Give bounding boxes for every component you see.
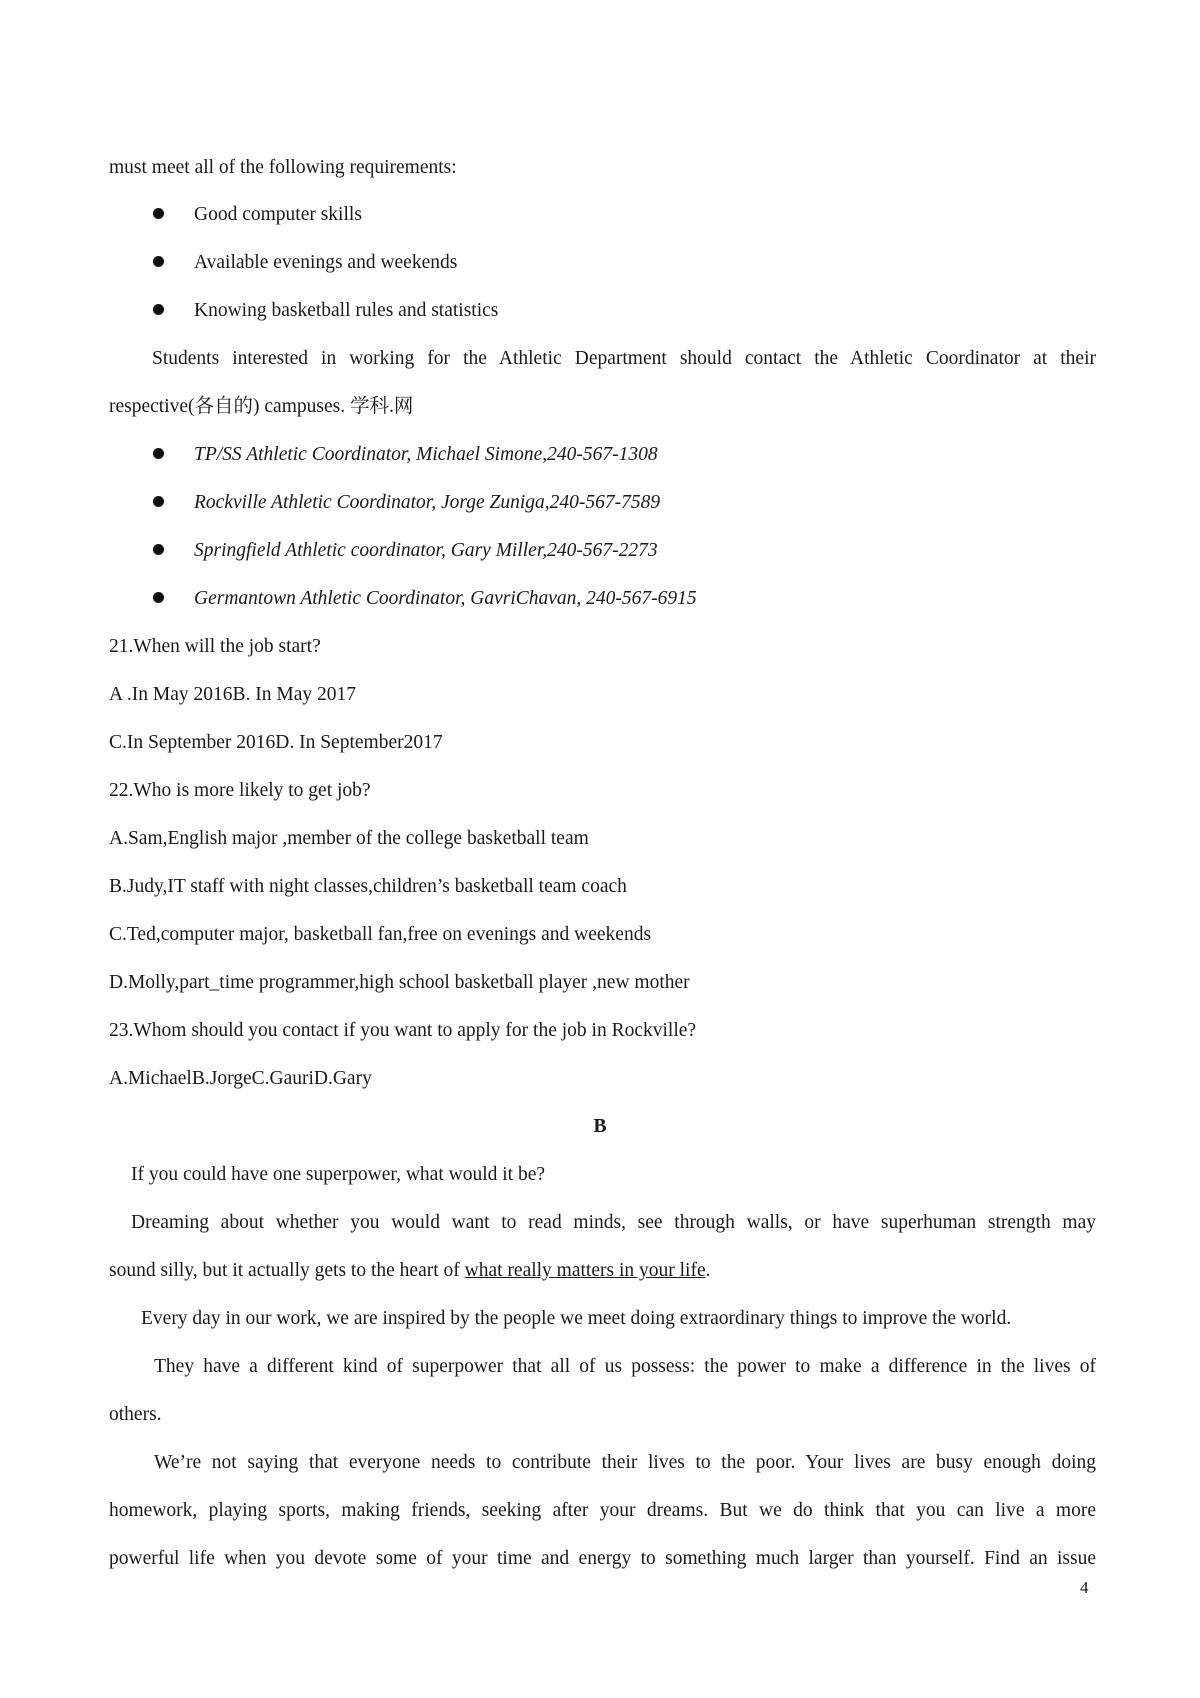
section-b-paragraph-3: Every day in our work, we are inspired by the people we meet doing extraordinary things to improve the world. (141, 1308, 1012, 1329)
section-b-paragraph-5-line1: We’re not saying that everyone needs to contribute their lives to the poor. Your lives are busy enough doing (154, 1452, 1096, 1473)
intro-tail-text: must meet all of the following requirements: (109, 157, 457, 178)
section-b-paragraph-2-line1: Dreaming about whether you would want to read minds, see through walls, or have superhuman strength may (131, 1212, 1096, 1233)
coordinator-item: Springfield Athletic coordinator, Gary Miller,240-567-2273 (194, 540, 658, 561)
bullet-icon (153, 448, 164, 459)
requirement-item: Knowing basketball rules and statistics (194, 300, 499, 321)
question-23-options: A.MichaelB.JorgeC.GauriD.Gary (109, 1068, 372, 1089)
bullet-icon (153, 304, 164, 315)
page-number: 4 (1080, 1578, 1089, 1597)
question-21-options-ab: A .In May 2016B. In May 2017 (109, 684, 356, 705)
question-22-option-b: B.Judy,IT staff with night classes,children’s basketball team coach (109, 876, 627, 897)
question-23: 23.Whom should you contact if you want to apply for the job in Rockville? (109, 1020, 697, 1041)
question-22: 22.Who is more likely to get job? (109, 780, 371, 801)
contact-paragraph-line2: respective(各自的) campuses. 学科.网 (109, 396, 414, 417)
question-22-option-d: D.Molly,part_time programmer,high school basketball player ,new mother (109, 972, 690, 993)
section-b-paragraph-4-line1: They have a different kind of superpower that all of us possess: the power to make a difference in the lives of (154, 1356, 1096, 1377)
underlined-phrase: what really matters in your life (464, 1260, 706, 1281)
question-22-option-c: C.Ted,computer major, basketball fan,free on evenings and weekends (109, 924, 652, 945)
bullet-icon (153, 544, 164, 555)
section-b-paragraph-5-line3: powerful life when you devote some of your time and energy to something much larger than yourself. Find an issue (109, 1548, 1096, 1569)
question-21-options-cd: C.In September 2016D. In September2017 (109, 732, 443, 753)
question-22-option-a: A.Sam,English major ,member of the college basketball team (109, 828, 589, 849)
section-b-paragraph-4-line2: others. (109, 1404, 162, 1425)
section-b-heading: B (593, 1116, 607, 1137)
bullet-icon (153, 208, 164, 219)
requirement-item: Available evenings and weekends (194, 252, 458, 273)
bullet-icon (153, 496, 164, 507)
bullet-icon (153, 592, 164, 603)
question-21: 21.When will the job start? (109, 636, 321, 657)
section-b-paragraph-2-line2 (109, 1258, 1096, 1284)
coordinator-item: Rockville Athletic Coordinator, Jorge Zuniga,240-567-7589 (194, 492, 661, 513)
bullet-icon (153, 256, 164, 267)
section-b-paragraph-5-line2: homework, playing sports, making friends, seeking after your dreams. But we do think that you can live a more (109, 1500, 1096, 1521)
coordinator-item: TP/SS Athletic Coordinator, Michael Simone,240-567-1308 (194, 444, 658, 465)
requirement-item: Good computer skills (194, 204, 362, 225)
coordinator-item: Germantown Athletic Coordinator, GavriChavan, 240-567-6915 (194, 588, 697, 609)
section-b-paragraph-1: If you could have one superpower, what would it be? (131, 1164, 546, 1185)
paragraph-2-period: . (705, 1260, 711, 1281)
paragraph-2-text: sound silly, but it actually gets to the heart of (109, 1260, 465, 1281)
contact-paragraph-line1: Students interested in working for the Athletic Department should contact the Athletic Coordinator at their (152, 348, 1096, 369)
